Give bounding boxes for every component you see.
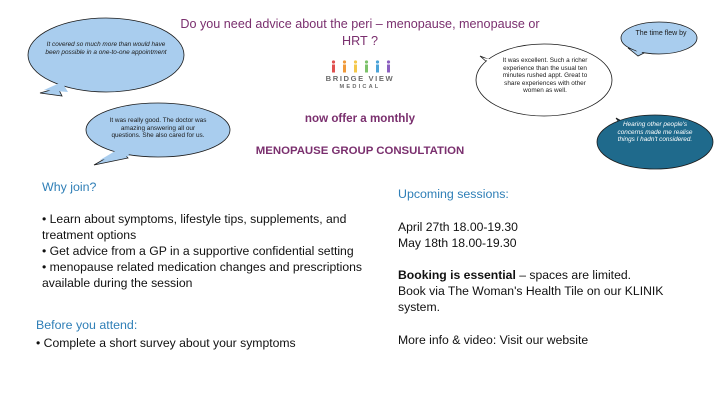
logo-figure-icon (343, 60, 346, 72)
logo-figure-icon (354, 60, 357, 72)
booking-rest: – spaces are limited. (515, 268, 632, 282)
bubble-3-text: It was excellent. Such a richer experience than the usual ten minutes rushed appt. Great to share experiences with other women as well. (502, 57, 588, 95)
booking-info (398, 267, 698, 315)
logo-figure-icon (365, 60, 368, 72)
before-attend-item: • Complete a short survey about your symptoms (36, 336, 296, 350)
bridgeview-logo (312, 58, 408, 94)
book-via-text: Book via The Woman's Health Tile on our KLINIK system. (398, 284, 664, 314)
speech-bubble-4 (621, 22, 697, 56)
headline: Do you need advice about the peri – menopause, menopause or HRT ? (180, 17, 540, 48)
offer-text: now offer a monthly (304, 112, 416, 125)
booking-line (398, 267, 698, 283)
before-attend-heading: Before you attend: (36, 318, 138, 332)
session-dates (398, 219, 698, 251)
session-date: May 18th 18.00-19.30 (398, 236, 517, 250)
list-item: • Learn about symptoms, lifestyle tips, supplements, and treatment options (42, 212, 347, 242)
bubble-4-text: The time flew by (635, 30, 687, 37)
speech-bubble-1 (28, 18, 184, 96)
why-join-heading: Why join? (42, 180, 97, 194)
logo-figure-icon (332, 60, 335, 72)
list-item: • Get advice from a GP in a supportive confidential setting (42, 244, 354, 258)
consultation-title: MENOPAUSE GROUP CONSULTATION (255, 145, 465, 157)
logo-bars-icon (312, 58, 408, 74)
logo-figure-icon (387, 60, 390, 72)
logo-figure-icon (376, 60, 379, 72)
booking-essential: Booking is essential (398, 268, 516, 282)
list-item: • menopause related medication changes and prescriptions available during the session (42, 260, 362, 290)
more-info-link[interactable]: More info & video: Visit our website (398, 333, 589, 347)
bubble-2-text: It was really good. The doctor was amazing answering all our questions. She also cared for us. (109, 117, 207, 140)
logo-name: BRIDGE VIEW (325, 74, 395, 83)
bubble-1-text: It covered so much more than would have been possible in a one-to-one appointment (45, 41, 167, 56)
bubble-5-text: Hearing other people's concerns made me realise things I hadn't considered. (617, 121, 693, 144)
sessions-heading: Upcoming sessions: (398, 187, 509, 201)
logo-sub: MEDICAL (339, 84, 381, 90)
session-date: April 27th 18.00-19.30 (398, 220, 518, 234)
why-join-list (42, 211, 372, 291)
